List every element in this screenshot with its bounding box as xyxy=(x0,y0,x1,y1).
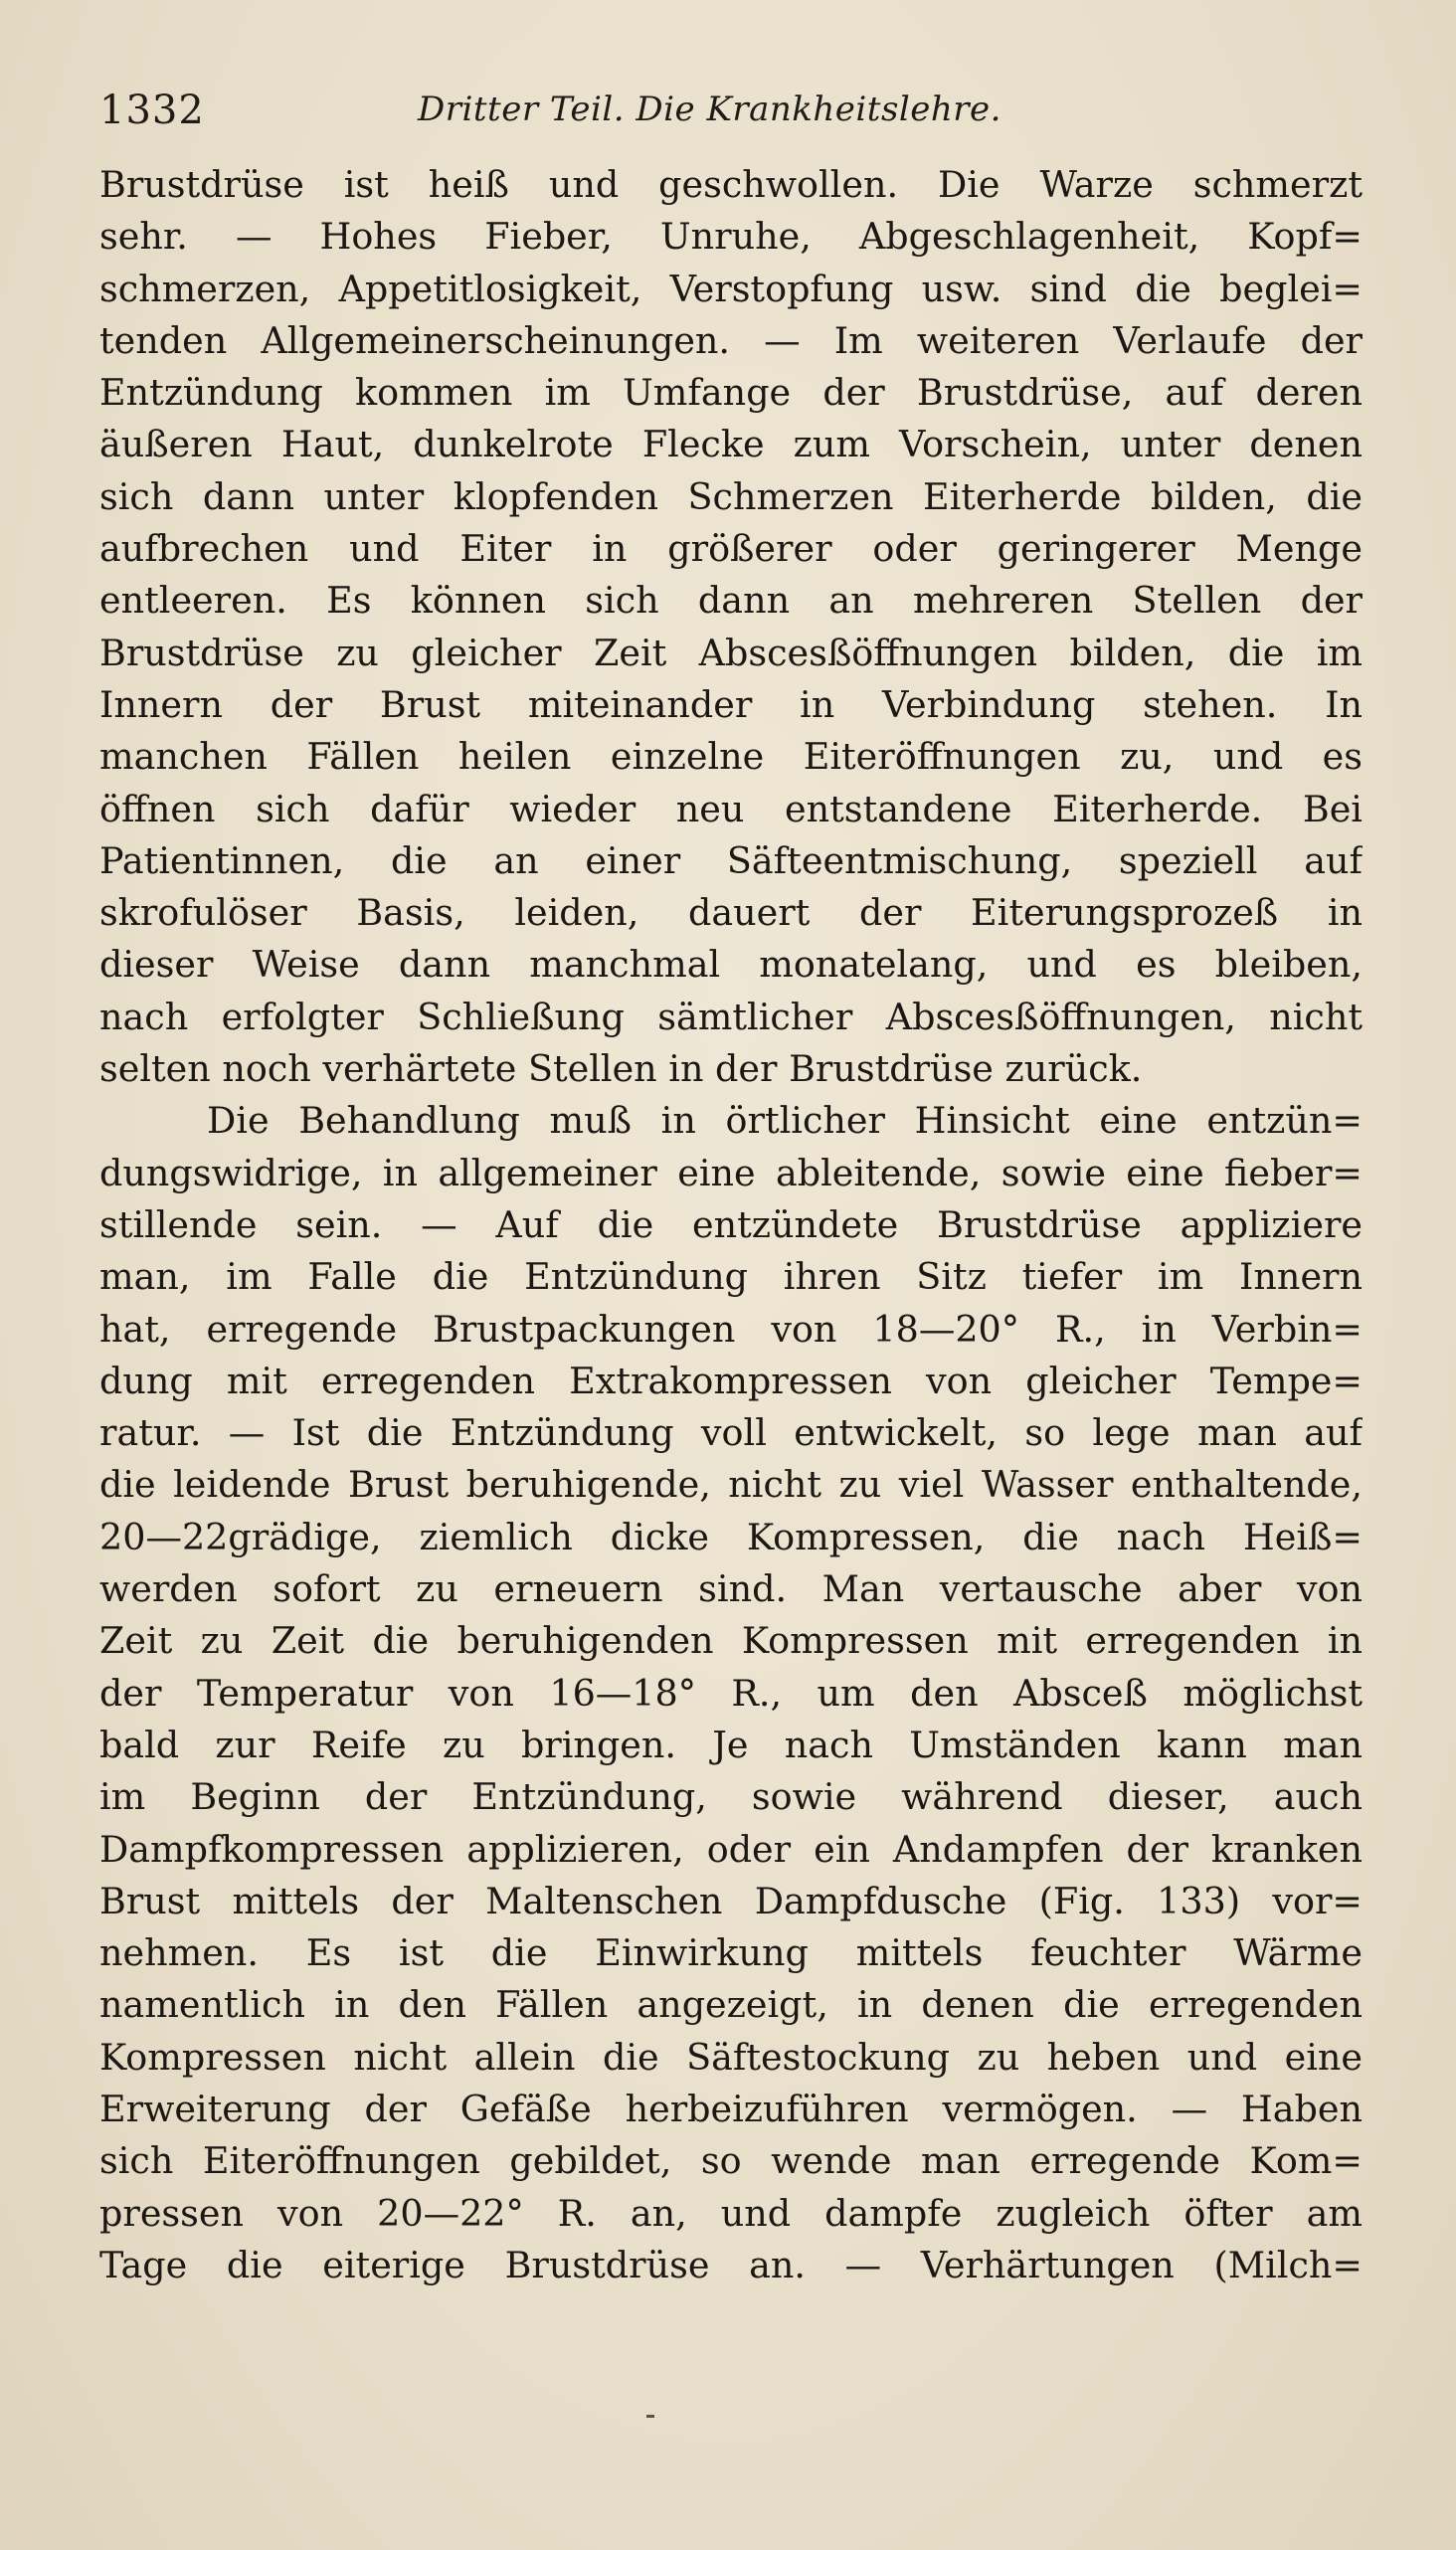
text-line: Tage die eiterige Brustdrüse an. — Verhärtungen (Milch= xyxy=(99,2243,1363,2286)
text-line: selten noch verhärtete Stellen in der Brustdrüse zurück. xyxy=(99,1047,1143,1091)
running-title: Dritter Teil. Die Krankheitslehre. xyxy=(418,90,1001,129)
text-line: ratur. — Ist die Entzündung voll entwickelt, so lege man auf xyxy=(99,1411,1363,1455)
text-line: manchen Fällen heilen einzelne Eiteröffnungen zu, und es xyxy=(99,735,1363,779)
text-line: sich dann unter klopfenden Schmerzen Eiterherde bilden, die xyxy=(99,474,1363,518)
text-line: stillende sein. — Auf die entzündete Brustdrüse appliziere xyxy=(99,1202,1363,1246)
text-line: hat, erregende Brustpackungen von 18—20° R., in Verbin= xyxy=(99,1307,1363,1351)
text-line: dungswidrige, in allgemeiner eine ableitende, sowie eine fieber= xyxy=(99,1151,1363,1194)
text-line: skrofulöser Basis, leiden, dauert der Eiterungsprozeß in xyxy=(99,891,1363,935)
text-line: Brustdrüse zu gleicher Zeit Abscesßöffnungen bilden, die im xyxy=(99,631,1363,674)
page-number: 1332 xyxy=(99,88,205,133)
text-line: schmerzen, Appetitlosigkeit, Verstopfung usw. sind die beglei= xyxy=(99,267,1363,310)
text-line: dung mit erregenden Extrakompressen von gleicher Tempe= xyxy=(99,1359,1363,1402)
text-line: nehmen. Es ist die Einwirkung mittels feuchter Wärme xyxy=(99,1931,1363,1975)
text-line: äußeren Haut, dunkelrote Flecke zum Vorschein, unter denen xyxy=(99,423,1363,466)
text-line: im Beginn der Entzündung, sowie während dieser, auch xyxy=(99,1775,1363,1819)
text-line: Patientinnen, die an einer Säfteentmischung, speziell auf xyxy=(99,838,1363,882)
text-line: 20—22grädige, ziemlich dicke Kompressen, die nach Heiß= xyxy=(99,1515,1363,1558)
text-line: sehr. — Hohes Fieber, Unruhe, Abgeschlagenheit, Kopf= xyxy=(99,215,1363,259)
text-line: Zeit zu Zeit die beruhigenden Kompressen mit erregenden in xyxy=(99,1619,1363,1663)
text-line: die leidende Brust beruhigende, nicht zu viel Wasser enthaltende, xyxy=(99,1463,1363,1507)
text-line: Dampfkompressen applizieren, oder ein Andampfen der kranken xyxy=(99,1827,1363,1871)
text-line: Erweiterung der Gefäße herbeizuführen vermögen. — Haben xyxy=(99,2087,1363,2130)
text-line: Brust mittels der Maltenschen Dampfdusche (Fig. 133) vor= xyxy=(99,1879,1363,1922)
text-line: der Temperatur von 16—18° R., um den Absceß möglichst xyxy=(99,1671,1363,1715)
text-line: Kompressen nicht allein die Säftestockung zu heben und eine xyxy=(99,2035,1363,2079)
text-line: namentlich in den Fällen angezeigt, in denen die erregenden xyxy=(99,1983,1363,2027)
text-line: man, im Falle die Entzündung ihren Sitz tiefer im Innern xyxy=(99,1255,1363,1299)
text-line: tenden Allgemeinerscheinungen. — Im weiteren Verlaufe der xyxy=(99,318,1363,362)
text-line: pressen von 20—22° R. an, und dampfe zugleich öfter am xyxy=(99,2191,1363,2235)
page-header xyxy=(99,78,1363,137)
text-line: dieser Weise dann manchmal monatelang, und es bleiben, xyxy=(99,943,1363,987)
text-line: Die Behandlung muß in örtlicher Hinsicht eine entzün= xyxy=(207,1099,1363,1143)
text-line: öffnen sich dafür wieder neu entstandene Eiterherde. Bei xyxy=(99,787,1363,830)
text-line: Brustdrüse ist heiß und geschwollen. Die Warze schmerzt xyxy=(99,163,1363,206)
text-line: entleeren. Es können sich dann an mehreren Stellen der xyxy=(99,579,1363,623)
text-line: aufbrechen und Eiter in größerer oder geringerer Menge xyxy=(99,527,1363,571)
text-line: nach erfolgter Schließung sämtlicher Abscesßöffnungen, nicht xyxy=(99,995,1363,1038)
text-line: bald zur Reife zu bringen. Je nach Umständen kann man xyxy=(99,1723,1363,1766)
text-line: Entzündung kommen im Umfange der Brustdrüse, auf deren xyxy=(99,371,1363,415)
text-line: Innern der Brust miteinander in Verbindung stehen. In xyxy=(99,682,1363,726)
body-text xyxy=(99,159,1363,2291)
text-line: werden sofort zu erneuern sind. Man vertausche aber von xyxy=(99,1567,1363,1611)
text-line: sich Eiteröffnungen gebildet, so wende man erregende Kom= xyxy=(99,2139,1363,2183)
footer-mark xyxy=(646,2415,654,2418)
